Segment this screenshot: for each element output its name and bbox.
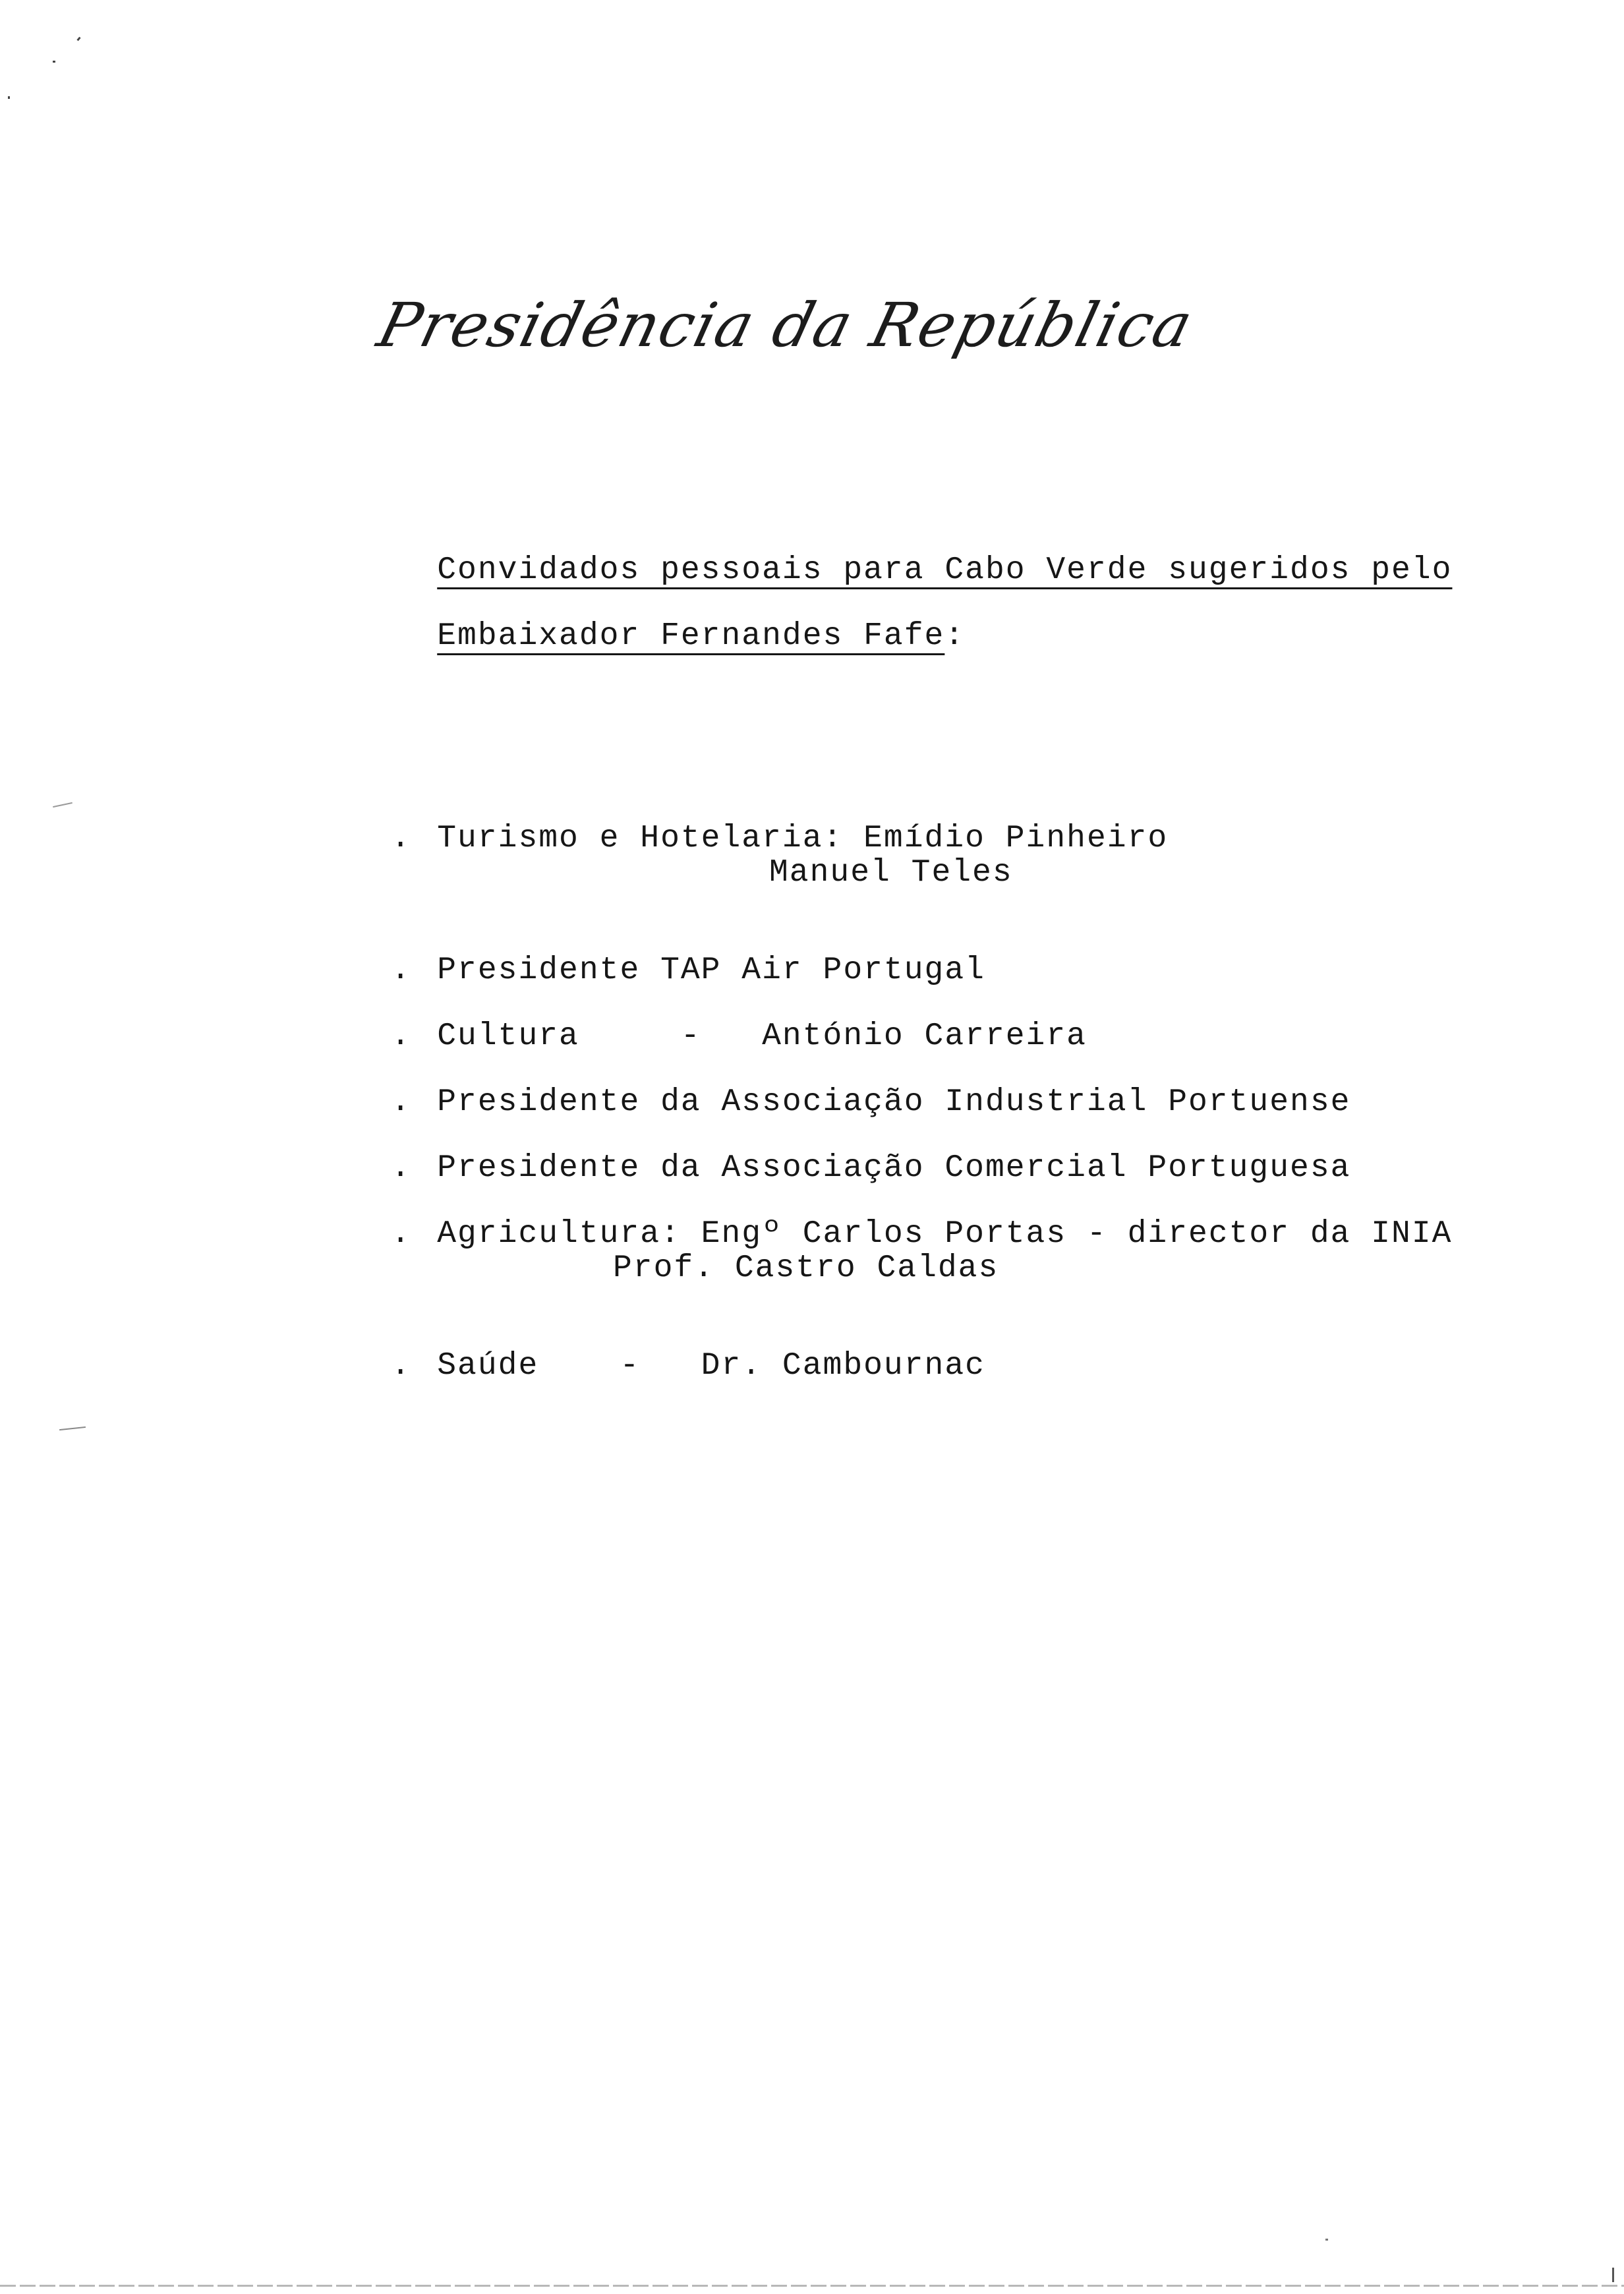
heading-line-2-colon: : xyxy=(944,618,966,654)
heading-line-2 xyxy=(356,589,965,684)
list-bullet: . xyxy=(391,1216,412,1252)
list-item-text: Presidente da Associação Comercial Portuguesa xyxy=(437,1150,1351,1186)
scan-speck xyxy=(53,802,72,808)
list-item-continuation: Manuel Teles xyxy=(769,855,1013,891)
list-bullet: . xyxy=(391,821,412,856)
list-item-tourism xyxy=(310,791,1168,886)
scan-edge-line xyxy=(0,2285,1624,2287)
scan-speck xyxy=(8,96,10,99)
list-bullet: . xyxy=(391,1018,412,1054)
list-item-continuation: Prof. Castro Caldas xyxy=(613,1250,999,1286)
scan-speck xyxy=(1325,2239,1328,2241)
list-bullet: . xyxy=(391,1084,412,1120)
scan-speck xyxy=(59,1426,86,1430)
letterhead-title: Presidência da República xyxy=(370,290,1201,361)
list-bullet: . xyxy=(391,1348,412,1384)
heading-line-1-text: Convidados pessoais para Cabo Verde sugeridos pelo xyxy=(437,552,1453,588)
list-bullet: . xyxy=(391,1150,412,1186)
list-item-health xyxy=(310,1318,985,1413)
list-bullet: . xyxy=(391,953,412,988)
list-item-text: Saúde - Dr. Cambournac xyxy=(437,1348,985,1384)
list-item-text: Presidente TAP Air Portugal xyxy=(437,953,985,988)
scan-speck xyxy=(1612,2268,1614,2282)
list-item-text: Presidente da Associação Industrial Portuense xyxy=(437,1084,1351,1120)
list-item-text: Turismo e Hotelaria: Emídio Pinheiro xyxy=(437,821,1169,856)
scan-speck xyxy=(76,37,80,42)
list-item-text: Cultura - António Carreira xyxy=(437,1018,1087,1054)
scan-speck xyxy=(53,61,55,63)
heading-line-2-text: Embaixador Fernandes Fafe xyxy=(437,618,945,654)
list-item-text: Agricultura: Engº Carlos Portas - director da INIA xyxy=(437,1216,1453,1252)
